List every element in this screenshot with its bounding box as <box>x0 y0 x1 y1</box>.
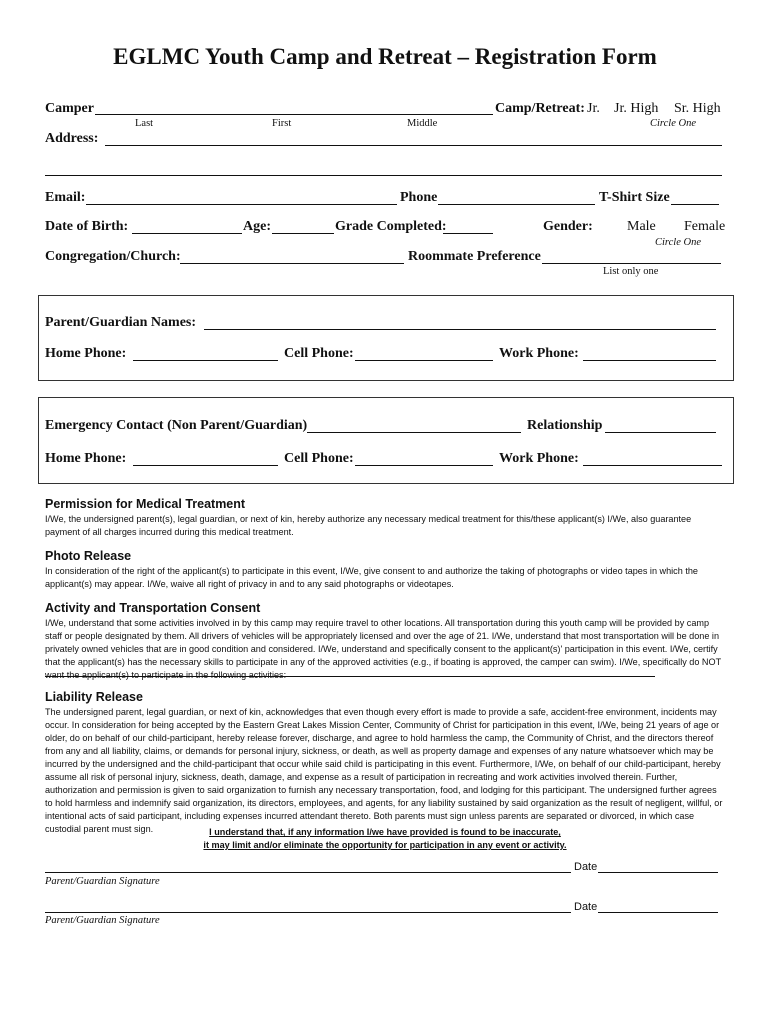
camper-sub-middle: Middle <box>407 118 438 129</box>
camper-sub-last: Last <box>135 118 154 129</box>
grade-field[interactable] <box>443 233 493 234</box>
signature-2-label: Parent/Guardian Signature <box>45 915 160 926</box>
emergency-contact-label: Emergency Contact (Non Parent/Guardian) <box>45 418 308 433</box>
camp-option-sr-high[interactable]: Sr. High <box>674 101 721 116</box>
signature-1-field[interactable] <box>45 872 571 873</box>
camp-circle-one-note: Circle One <box>650 118 696 129</box>
camper-label: Camper <box>45 101 94 116</box>
relationship-label: Relationship <box>527 418 603 433</box>
activity-text: I/We, understand that some activities involved in by this camp may require travel to other locations. All transportation during this youth camp will be provided by camp staff or people designated by them. All drivers of vehicles will be appropriately licensed and over the age of 21. I/We, understand that most transportation will be done in privately owned vehicles that are in good condition and considered. I/We, understand and specifically consent to the applicant(s)' participation in this event. I/We, certify that the applicant(s) has the necessary skills to participate in any of the approved activities (e.g., if boating is approved, the camper can swim). I/We, specifically do NOT want the applicant(s) to participate in the following activities: <box>45 618 721 680</box>
emergency-cell-phone-field[interactable] <box>355 465 493 466</box>
activity-heading: Activity and Transportation Consent <box>45 601 261 615</box>
medical-text: I/We, the undersigned parent(s), legal guardian, or next of kin, hereby authorize any necessary medical treatment for this/these applicant(s) I/We, also guarantee payment of all charges incurred during this medical treatment. <box>45 514 692 537</box>
signature-2-date-field[interactable] <box>598 912 718 913</box>
parent-home-phone-field[interactable] <box>133 360 278 361</box>
camp-option-jr-high[interactable]: Jr. High <box>614 101 659 116</box>
email-field[interactable] <box>86 204 397 205</box>
gender-option-male[interactable]: Male <box>627 219 656 234</box>
tshirt-size-label: T-Shirt Size <box>599 190 670 205</box>
signature-2-date-label: Date <box>574 901 598 913</box>
liability-text: The undersigned parent, legal guardian, or next of kin, acknowledges that even though every effort is made to provide a safe, accident-free environment, incidents may occur. In consideration for being accepted by the Eastern Great Lakes Mission Center, Community of Christ for participation in this event, I/We, being 21 years of age or older, do on behalf of our child-participant, hereby release forever, discharge, and agree to hold harmless the camp, the Community of Christ, and the directors thereof from any and all liability, claims, or demands for personal injury, sickness, or death, as well as property damage and expenses of any nature whatsoever which may be incurred by the undersigned and the child-participant that occur while said child is participating in this event. Furthermore, I/We, on behalf of our child-participant, hereby assume all risk of personal injury, sickness, death, damage, and expense as a result of participation in recreating and work activities involved therein. Further, authorization and permission is given to said organization to furnish any necessary transportation, food, and lodging for this participant. The undersigned further agrees to hold harmless and indemnify said organization, its directors, employees, and agents, for any liability sustained by said organization as the result of negligent, willful, or intentional acts of said participant, including expenses incurred attendant thereto. Both parents must sign unless parents are separated or divorced, in which case custodial parent must sign. <box>45 707 723 834</box>
signature-1-label: Parent/Guardian Signature <box>45 876 160 887</box>
roommate-note: List only one <box>603 266 659 277</box>
address-label: Address: <box>45 131 99 146</box>
roommate-field[interactable] <box>542 263 721 264</box>
emergency-home-phone-field[interactable] <box>133 465 278 466</box>
emergency-contact-field[interactable] <box>307 432 521 433</box>
emergency-work-phone-field[interactable] <box>583 465 722 466</box>
address-field-line-2[interactable] <box>45 175 722 176</box>
address-field-line-1[interactable] <box>105 145 722 146</box>
camp-retreat-label: Camp/Retreat: <box>495 101 585 116</box>
parent-work-phone-field[interactable] <box>583 360 716 361</box>
gender-circle-one-note: Circle One <box>655 237 701 248</box>
photo-heading: Photo Release <box>45 549 132 563</box>
page-title: EGLMC Youth Camp and Retreat – Registration Form <box>113 44 657 69</box>
signature-2-field[interactable] <box>45 912 571 913</box>
parent-names-label: Parent/Guardian Names: <box>45 315 197 330</box>
parent-cell-phone-field[interactable] <box>355 360 493 361</box>
tshirt-size-field[interactable] <box>671 204 719 205</box>
gender-label: Gender: <box>543 219 593 234</box>
gender-option-female[interactable]: Female <box>684 219 726 234</box>
emergency-work-phone-label: Work Phone: <box>499 451 579 466</box>
emergency-home-phone-label: Home Phone: <box>45 451 127 466</box>
parent-work-phone-label: Work Phone: <box>499 346 579 361</box>
phone-label: Phone <box>400 190 438 205</box>
emergency-contact-box <box>38 397 734 484</box>
parent-cell-phone-label: Cell Phone: <box>284 346 354 361</box>
medical-heading: Permission for Medical Treatment <box>45 497 246 511</box>
relationship-field[interactable] <box>605 432 716 433</box>
phone-field[interactable] <box>438 204 595 205</box>
liability-heading: Liability Release <box>45 690 143 704</box>
parent-home-phone-label: Home Phone: <box>45 346 127 361</box>
congregation-field[interactable] <box>180 263 404 264</box>
grade-label: Grade Completed: <box>335 219 447 234</box>
signature-1-date-field[interactable] <box>598 872 718 873</box>
congregation-label: Congregation/Church: <box>45 249 181 264</box>
signature-1-date-label: Date <box>574 861 598 873</box>
notice-line-1: I understand that, if any information I/we have provided is found to be inaccurate, <box>209 827 561 837</box>
photo-text: In consideration of the right of the applicant(s) to participate in this event, I/We, give consent to and authorize the taking of photographs or video tapes in which the applicant(s) may appear. I/We, waive all right of privacy in and to any said photographs or videotapes. <box>45 566 698 589</box>
age-field[interactable] <box>272 233 334 234</box>
roommate-label: Roommate Preference <box>408 249 541 264</box>
dob-label: Date of Birth: <box>45 219 129 234</box>
age-label: Age: <box>243 219 271 234</box>
camper-name-field[interactable] <box>95 114 493 115</box>
parent-guardian-box <box>38 295 734 381</box>
dob-field[interactable] <box>132 233 242 234</box>
notice-line-2: it may limit and/or eliminate the opportunity for participation in any event or activity. <box>203 840 567 850</box>
camper-sub-first: First <box>272 118 292 129</box>
emergency-cell-phone-label: Cell Phone: <box>284 451 354 466</box>
camp-option-jr[interactable]: Jr. <box>587 101 600 116</box>
parent-names-field[interactable] <box>204 329 716 330</box>
email-label: Email: <box>45 190 86 205</box>
excluded-activities-field[interactable] <box>45 676 655 677</box>
